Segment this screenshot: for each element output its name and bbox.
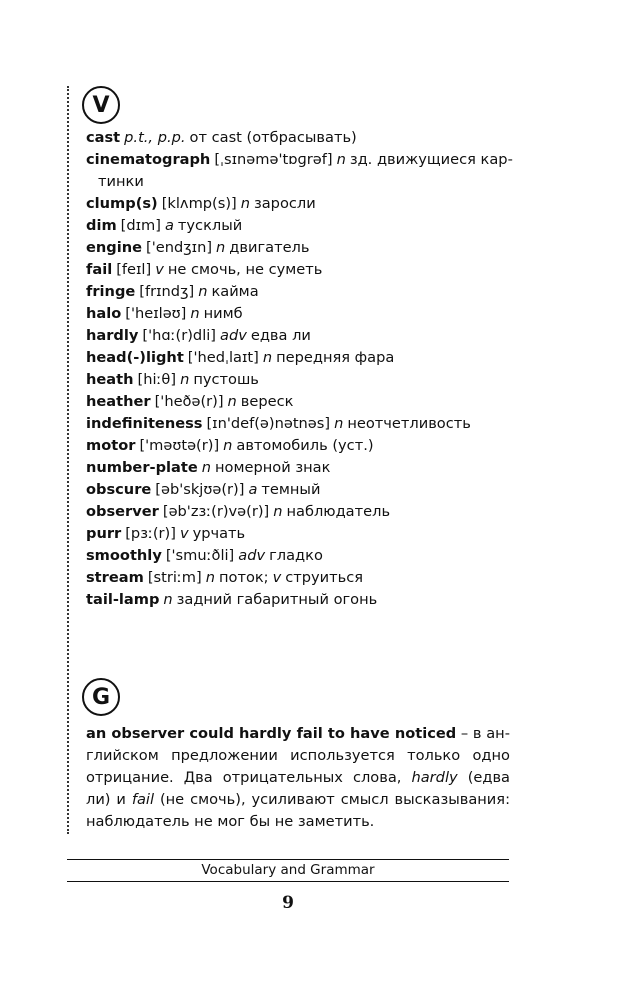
vocab-meaning: задний габаритный огонь [176,591,378,608]
vocab-part-of-speech: n [262,349,273,366]
vocab-transcription: [ɪn'def(ə)nətnəs] [206,415,331,432]
vocab-entry [86,325,526,347]
vocab-word: dim [86,217,117,234]
vocab-meaning: вереск [240,393,294,410]
vocab-transcription: ['hɑː(r)dli] [142,327,216,344]
grammar-word-fail: fail [131,791,155,808]
grammar-badge: G [82,678,120,716]
vocab-word: cinematograph [86,151,211,168]
vocab-word: engine [86,239,143,256]
vocab-entry [86,237,526,259]
vocab-word: motor [86,437,136,454]
vocab-transcription: [dɪm] [120,217,161,234]
vocab-meaning: нимб [203,305,243,322]
vocab-part-of-speech: n [240,195,250,212]
vocab-entry [86,479,526,501]
vocab-part-of-speech: n [205,569,215,586]
vocab-transcription: [ˌsɪnəmə'tɒɡrəf] [214,151,333,168]
vocab-meaning: двигатель [229,239,310,256]
vocab-word: heath [86,371,134,388]
vocab-part-of-speech: n [336,151,346,168]
vocab-meaning: номерной знак [215,459,331,476]
vocab-transcription: [pɜː(r)] [125,525,176,542]
vocab-entry [86,127,526,149]
vocab-word: smoothly [86,547,162,564]
vocab-entry [86,369,526,391]
vocab-transcription: ['heðə(r)] [154,393,224,410]
vocab-entry [86,347,526,369]
vocab-meaning: кайма [211,283,259,300]
vocab-meaning: зд. движущиеся кар- [349,151,513,168]
vocab-entry [86,281,526,303]
grammar-phrase: an observer could hardly fail to have noticed [86,725,457,742]
vocab-entry [86,303,526,325]
vocabulary-list [86,127,526,611]
vocab-entry [86,567,526,589]
vocab-entry [86,413,526,435]
vocab-transcription: [hiːθ] [137,371,177,388]
vocab-entry [86,435,526,457]
vocab-part-of-speech: adv [238,547,266,564]
vocab-word: observer [86,503,159,520]
vocab-entry [86,589,526,611]
vocab-meaning: темный [261,481,321,498]
vocab-word: stream [86,569,144,586]
vocab-word: indefiniteness [86,415,203,432]
vocab-word: fail [86,261,113,278]
vocab-entry [86,391,526,413]
vocab-word: clump(s) [86,195,158,212]
vocab-part-of-speech: adv [220,327,247,344]
vocab-part-of-speech: n [273,503,283,520]
vocab-entry [86,523,526,545]
grammar-text-3: (не смочь), усиливают смысл высказывания: наблюдатель не мог бы не заметить. [86,791,510,830]
vocab-meaning: неотчетливость [347,415,471,432]
vocabulary-badge: V [82,86,120,124]
footer-section-title: Vocabulary and Grammar [201,862,375,878]
vocab-part-of-speech: n [180,371,190,388]
vocab-transcription: ['endʒɪn] [146,239,213,256]
vocab-transcription: ['hedˌlaɪt] [187,349,259,366]
vocab-meaning: от cast (отбрасывать) [189,129,357,146]
vocab-word: number-plate [86,459,198,476]
vocab-meaning: едва ли [250,327,311,344]
vocab-meaning: не смочь, не суметь [167,261,323,278]
vocab-transcription: [striːm] [147,569,202,586]
vocab-transcription: [əb'skjʊə(r)] [155,481,245,498]
vocab-entry [86,215,526,237]
dotted-margin-line [67,86,69,834]
vocab-word: heather [86,393,151,410]
vocab-part-of-speech: v [155,261,164,278]
footer-rule-top [67,859,509,860]
vocab-transcription: [əb'zɜː(r)və(r)] [162,503,270,520]
vocab-part-of-speech: n [227,393,237,410]
vocab-part-of-speech: n [334,415,344,432]
vocab-word: halo [86,305,122,322]
vocab-word: head(-)light [86,349,184,366]
grammar-text-1: – в английском предложении используется только одно отрицание. Два отрицательных слова, [86,725,510,786]
vocab-word: tail-lamp [86,591,160,608]
vocab-entry [86,259,526,281]
page-number: 9 [282,893,294,913]
vocab-transcription: [klʌmp(s)] [161,195,237,212]
vocab-entry [86,501,526,523]
vocab-part-of-speech: n [216,239,226,256]
vocab-entry [86,149,526,193]
vocab-meaning: струиться [285,569,364,586]
vocab-part-of-speech: n [223,437,233,454]
vocab-part-of-speech: n [198,283,208,300]
grammar-text-2: (едва ли) и [86,769,510,808]
vocab-part-of-speech: a [164,217,174,234]
vocab-meaning: заросли [253,195,316,212]
vocab-transcription: [frɪndʒ] [139,283,195,300]
vocab-word: hardly [86,327,139,344]
vocab-word: cast [86,129,121,146]
grammar-note [86,723,510,833]
vocab-part-of-speech: v [272,569,282,586]
vocab-entry [86,457,526,479]
vocab-part-of-speech: n [201,459,212,476]
vocab-meaning: передняя фара [276,349,395,366]
vocab-meaning: поток; [218,569,269,586]
vocab-entry [86,193,526,215]
vocab-meaning: наблюдатель [286,503,391,520]
vocab-part-of-speech: n [163,591,173,608]
vocab-meaning: автомобиль (уст.) [236,437,374,454]
vocab-transcription: [feɪl] [116,261,152,278]
vocab-part-of-speech: n [190,305,200,322]
vocab-meaning: гладко [269,547,323,564]
vocab-part-of-speech: a [248,481,258,498]
vocab-transcription: ['smuːðli] [165,547,235,564]
footer-rule-bottom [67,881,509,882]
vocab-word: purr [86,525,122,542]
vocab-word: obscure [86,481,152,498]
vocab-part-of-speech: p.t., p.p. [124,129,186,146]
vocab-word: fringe [86,283,136,300]
vocab-entry [86,545,526,567]
grammar-word-hardly: hardly [411,769,458,786]
vocab-part-of-speech: v [179,525,189,542]
vocab-transcription: ['məʊtə(r)] [139,437,220,454]
vocab-meaning-continuation: тинки [98,173,144,190]
vocab-meaning: пустошь [193,371,259,388]
vocab-transcription: ['heɪləʊ] [125,305,187,322]
vocab-meaning: тусклый [177,217,243,234]
vocab-meaning: урчать [192,525,246,542]
